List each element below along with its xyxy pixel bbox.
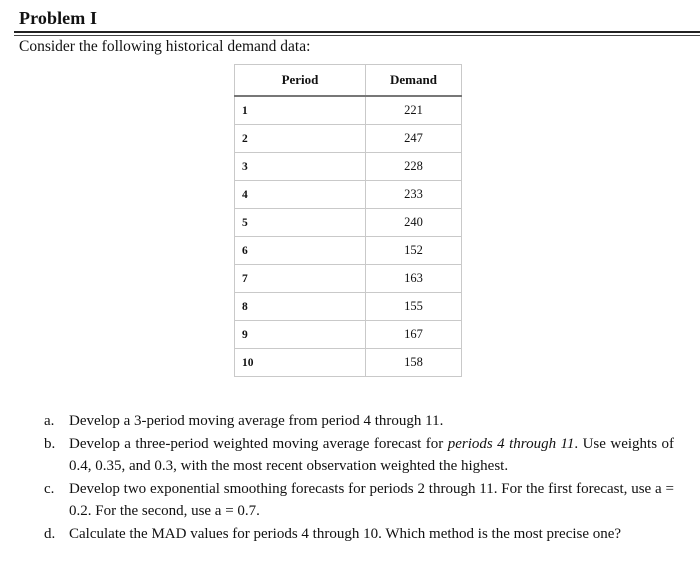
demand-cell: 152 [366, 237, 462, 265]
period-cell: 5 [235, 209, 366, 237]
period-cell: 9 [235, 321, 366, 349]
period-cell: 4 [235, 181, 366, 209]
period-cell: 10 [235, 349, 366, 377]
title-rule-thin [14, 35, 700, 36]
period-cell: 8 [235, 293, 366, 321]
demand-cell: 240 [366, 209, 462, 237]
table-row [235, 349, 462, 377]
period-cell: 3 [235, 153, 366, 181]
question-a [44, 410, 674, 433]
demand-cell: 247 [366, 125, 462, 153]
period-column-header: Period [235, 65, 366, 97]
question-text: Develop two exponential smoothing forecasts for periods 2 through 11. For the first forecast, use a = 0.2. For the second, use a = 0.7. [69, 480, 674, 519]
question-marker: a. [44, 413, 55, 429]
table-header-row [235, 65, 462, 97]
question-text: Develop a 3-period moving average from period 4 through 11. [69, 413, 444, 429]
question-text-start: Develop a three-period weighted moving average forecast for [69, 435, 448, 452]
demand-cell: 228 [366, 153, 462, 181]
demand-cell: 221 [366, 96, 462, 125]
demand-table [234, 64, 462, 377]
table-row [235, 96, 462, 125]
period-cell: 2 [235, 125, 366, 153]
problem-title: Problem I [19, 8, 98, 28]
question-d [44, 523, 674, 546]
table-row [235, 125, 462, 153]
period-cell: 1 [235, 96, 366, 125]
question-text-emphasis: periods 4 through 11 [447, 435, 575, 452]
table-row [235, 209, 462, 237]
table-row [235, 321, 462, 349]
question-text: Calculate the MAD values for periods 4 through 10. Which method is the most precise one? [69, 525, 622, 542]
table-row [235, 293, 462, 321]
question-b [44, 433, 674, 478]
demand-cell: 163 [366, 265, 462, 293]
demand-cell: 158 [366, 349, 462, 377]
period-cell: 7 [235, 265, 366, 293]
question-marker: d. [44, 525, 56, 542]
table-row [235, 265, 462, 293]
question-list [44, 410, 674, 545]
demand-cell: 233 [366, 181, 462, 209]
table-row [235, 237, 462, 265]
demand-cell: 167 [366, 321, 462, 349]
table-row [235, 153, 462, 181]
question-marker: b. [44, 435, 56, 452]
demand-cell: 155 [366, 293, 462, 321]
title-rule-thick [14, 31, 700, 33]
question-c [44, 478, 674, 523]
question-text-end: . Use weights of 0.4, 0.35, and 0.3, with the most recent observation weighted the highest. [69, 435, 674, 474]
question-marker: c. [44, 480, 55, 497]
period-cell: 6 [235, 237, 366, 265]
intro-text: Consider the following historical demand data: [19, 38, 311, 55]
demand-column-header: Demand [366, 65, 462, 97]
table-row [235, 181, 462, 209]
